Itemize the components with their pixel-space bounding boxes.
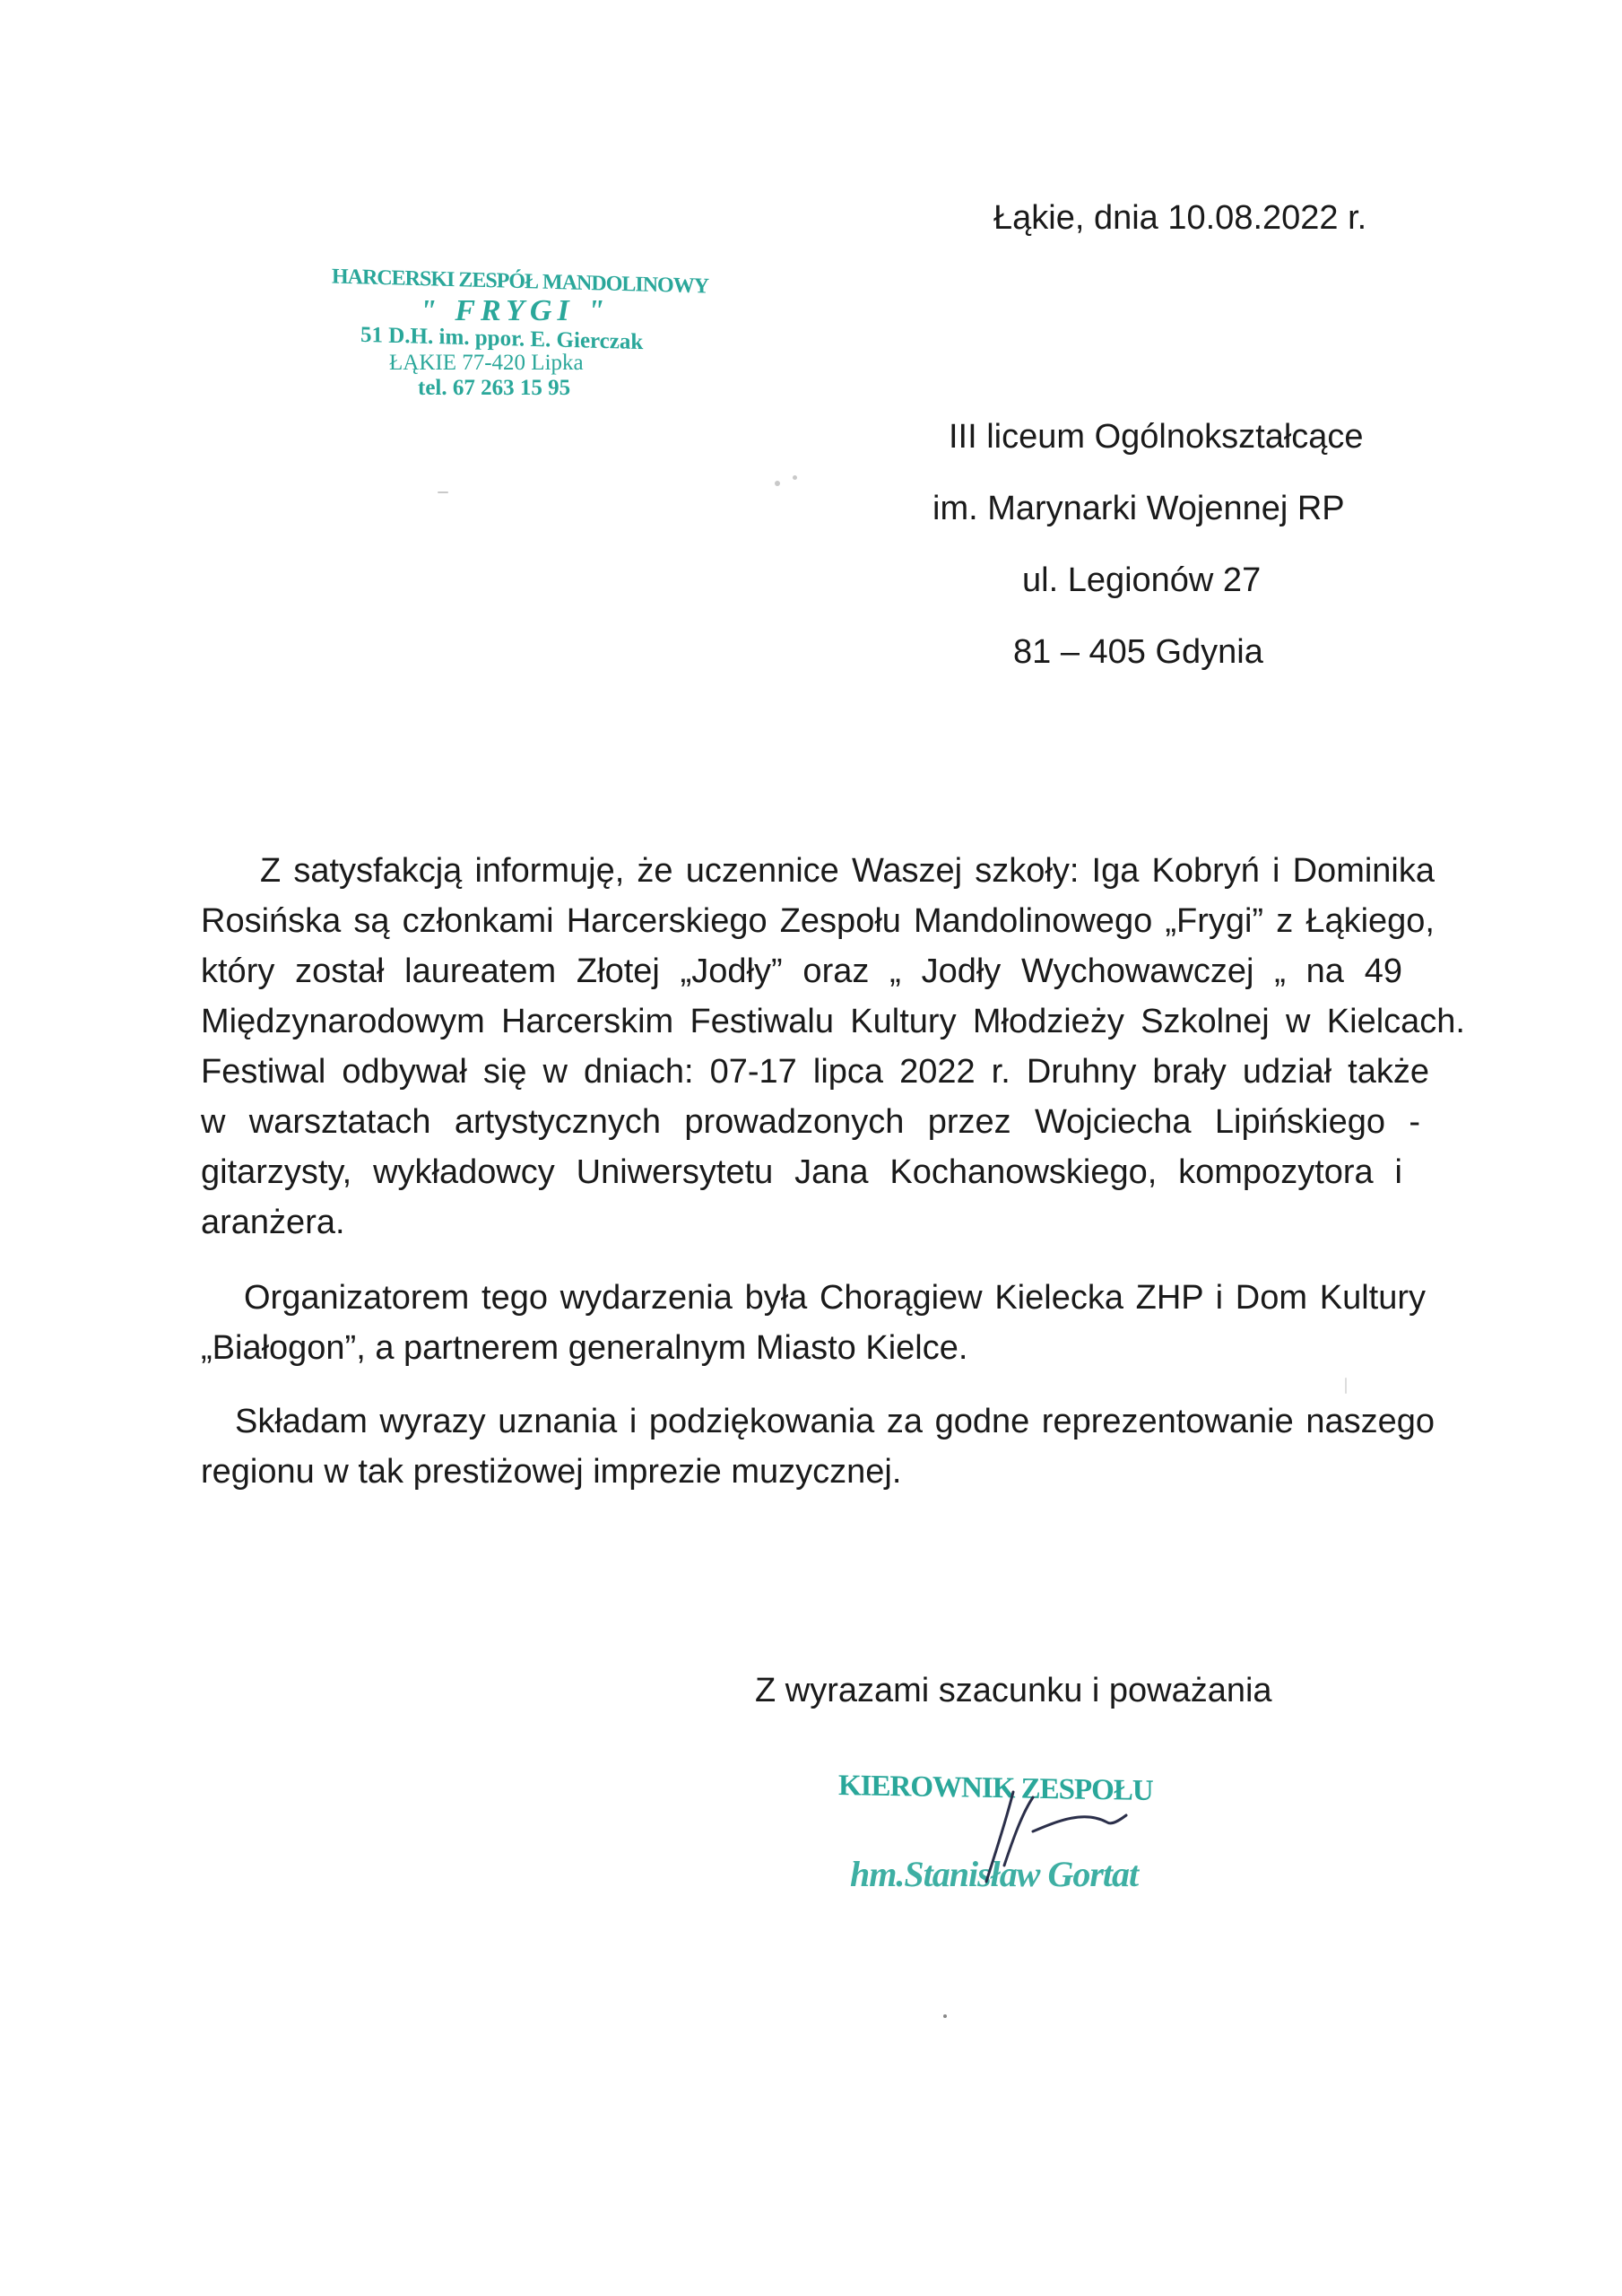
paragraph-line: Rosińska są członkami Harcerskiego Zespołu Mandolinowego „Frygi” z Łąkiego,	[201, 902, 1435, 940]
scan-speck	[793, 475, 797, 480]
recipient-street: ul. Legionów 27	[1022, 561, 1262, 599]
recipient-school: III liceum Ogólnokształcące	[949, 418, 1364, 456]
paragraph-line: w warsztatach artystycznych prowadzonych przez Wojciecha Lipińskiego -	[201, 1103, 1420, 1141]
stamp-line-unit: 51 D.H. im. ppor. E. Gierczak	[360, 322, 644, 355]
paragraph-line: Składam wyrazy uznania i podziękowania za godne reprezentowanie naszego	[235, 1403, 1435, 1440]
scan-speck	[943, 2014, 947, 2018]
paragraph-line: „Białogon”, a partnerem generalnym Miasto Kielce.	[201, 1329, 968, 1367]
stamp-line-name: " FRYGI "	[420, 294, 611, 327]
recipient-patron: im. Marynarki Wojennej RP	[932, 490, 1345, 527]
paragraph-line: Festiwal odbywał się w dniach: 07-17 lipca 2022 r. Druhny brały udział także	[201, 1053, 1429, 1091]
handwritten-signature	[950, 1785, 1148, 1892]
stamp-line-phone: tel. 67 263 15 95	[418, 376, 571, 400]
scan-speck	[1345, 1378, 1347, 1394]
signature-stamp-name: hm.Stanisław Gortat	[850, 1854, 1139, 1894]
paragraph-line: Organizatorem tego wydarzenia była Chorągiew Kielecka ZHP i Dom Kultury	[244, 1279, 1426, 1317]
letter-date: Łąkie, dnia 10.08.2022 r.	[993, 199, 1367, 237]
paragraph-line: gitarzysty, wykładowcy Uniwersytetu Jana Kochanowskiego, kompozytora i	[201, 1153, 1402, 1191]
stamp-line-org: HARCERSKI ZESPÓŁ MANDOLINOWY	[332, 265, 709, 299]
signature-stamp-title: KIEROWNIK ZESPOŁU	[838, 1769, 1153, 1808]
scan-speck	[775, 481, 780, 486]
paragraph-line: Z satysfakcją informuję, że uczennice Waszej szkoły: Iga Kobryń i Dominika	[260, 852, 1435, 890]
paragraph-line: aranżera.	[201, 1204, 345, 1241]
recipient-city: 81 – 405 Gdynia	[1013, 633, 1263, 671]
paragraph-line: regionu w tak prestiżowej imprezie muzycznej.	[201, 1453, 902, 1491]
scan-speck	[438, 491, 448, 493]
paragraph-line: Międzynarodowym Harcerskim Festiwalu Kultury Młodzieży Szkolnej w Kielcach.	[201, 1003, 1465, 1040]
paragraph-line: który został laureatem Złotej „Jodły” oraz „ Jodły Wychowawczej „ na 49	[201, 952, 1402, 990]
stamp-line-address: ŁĄKIE 77-420 Lipka	[389, 351, 584, 375]
closing-salutation: Z wyrazami szacunku i poważania	[755, 1672, 1272, 1709]
